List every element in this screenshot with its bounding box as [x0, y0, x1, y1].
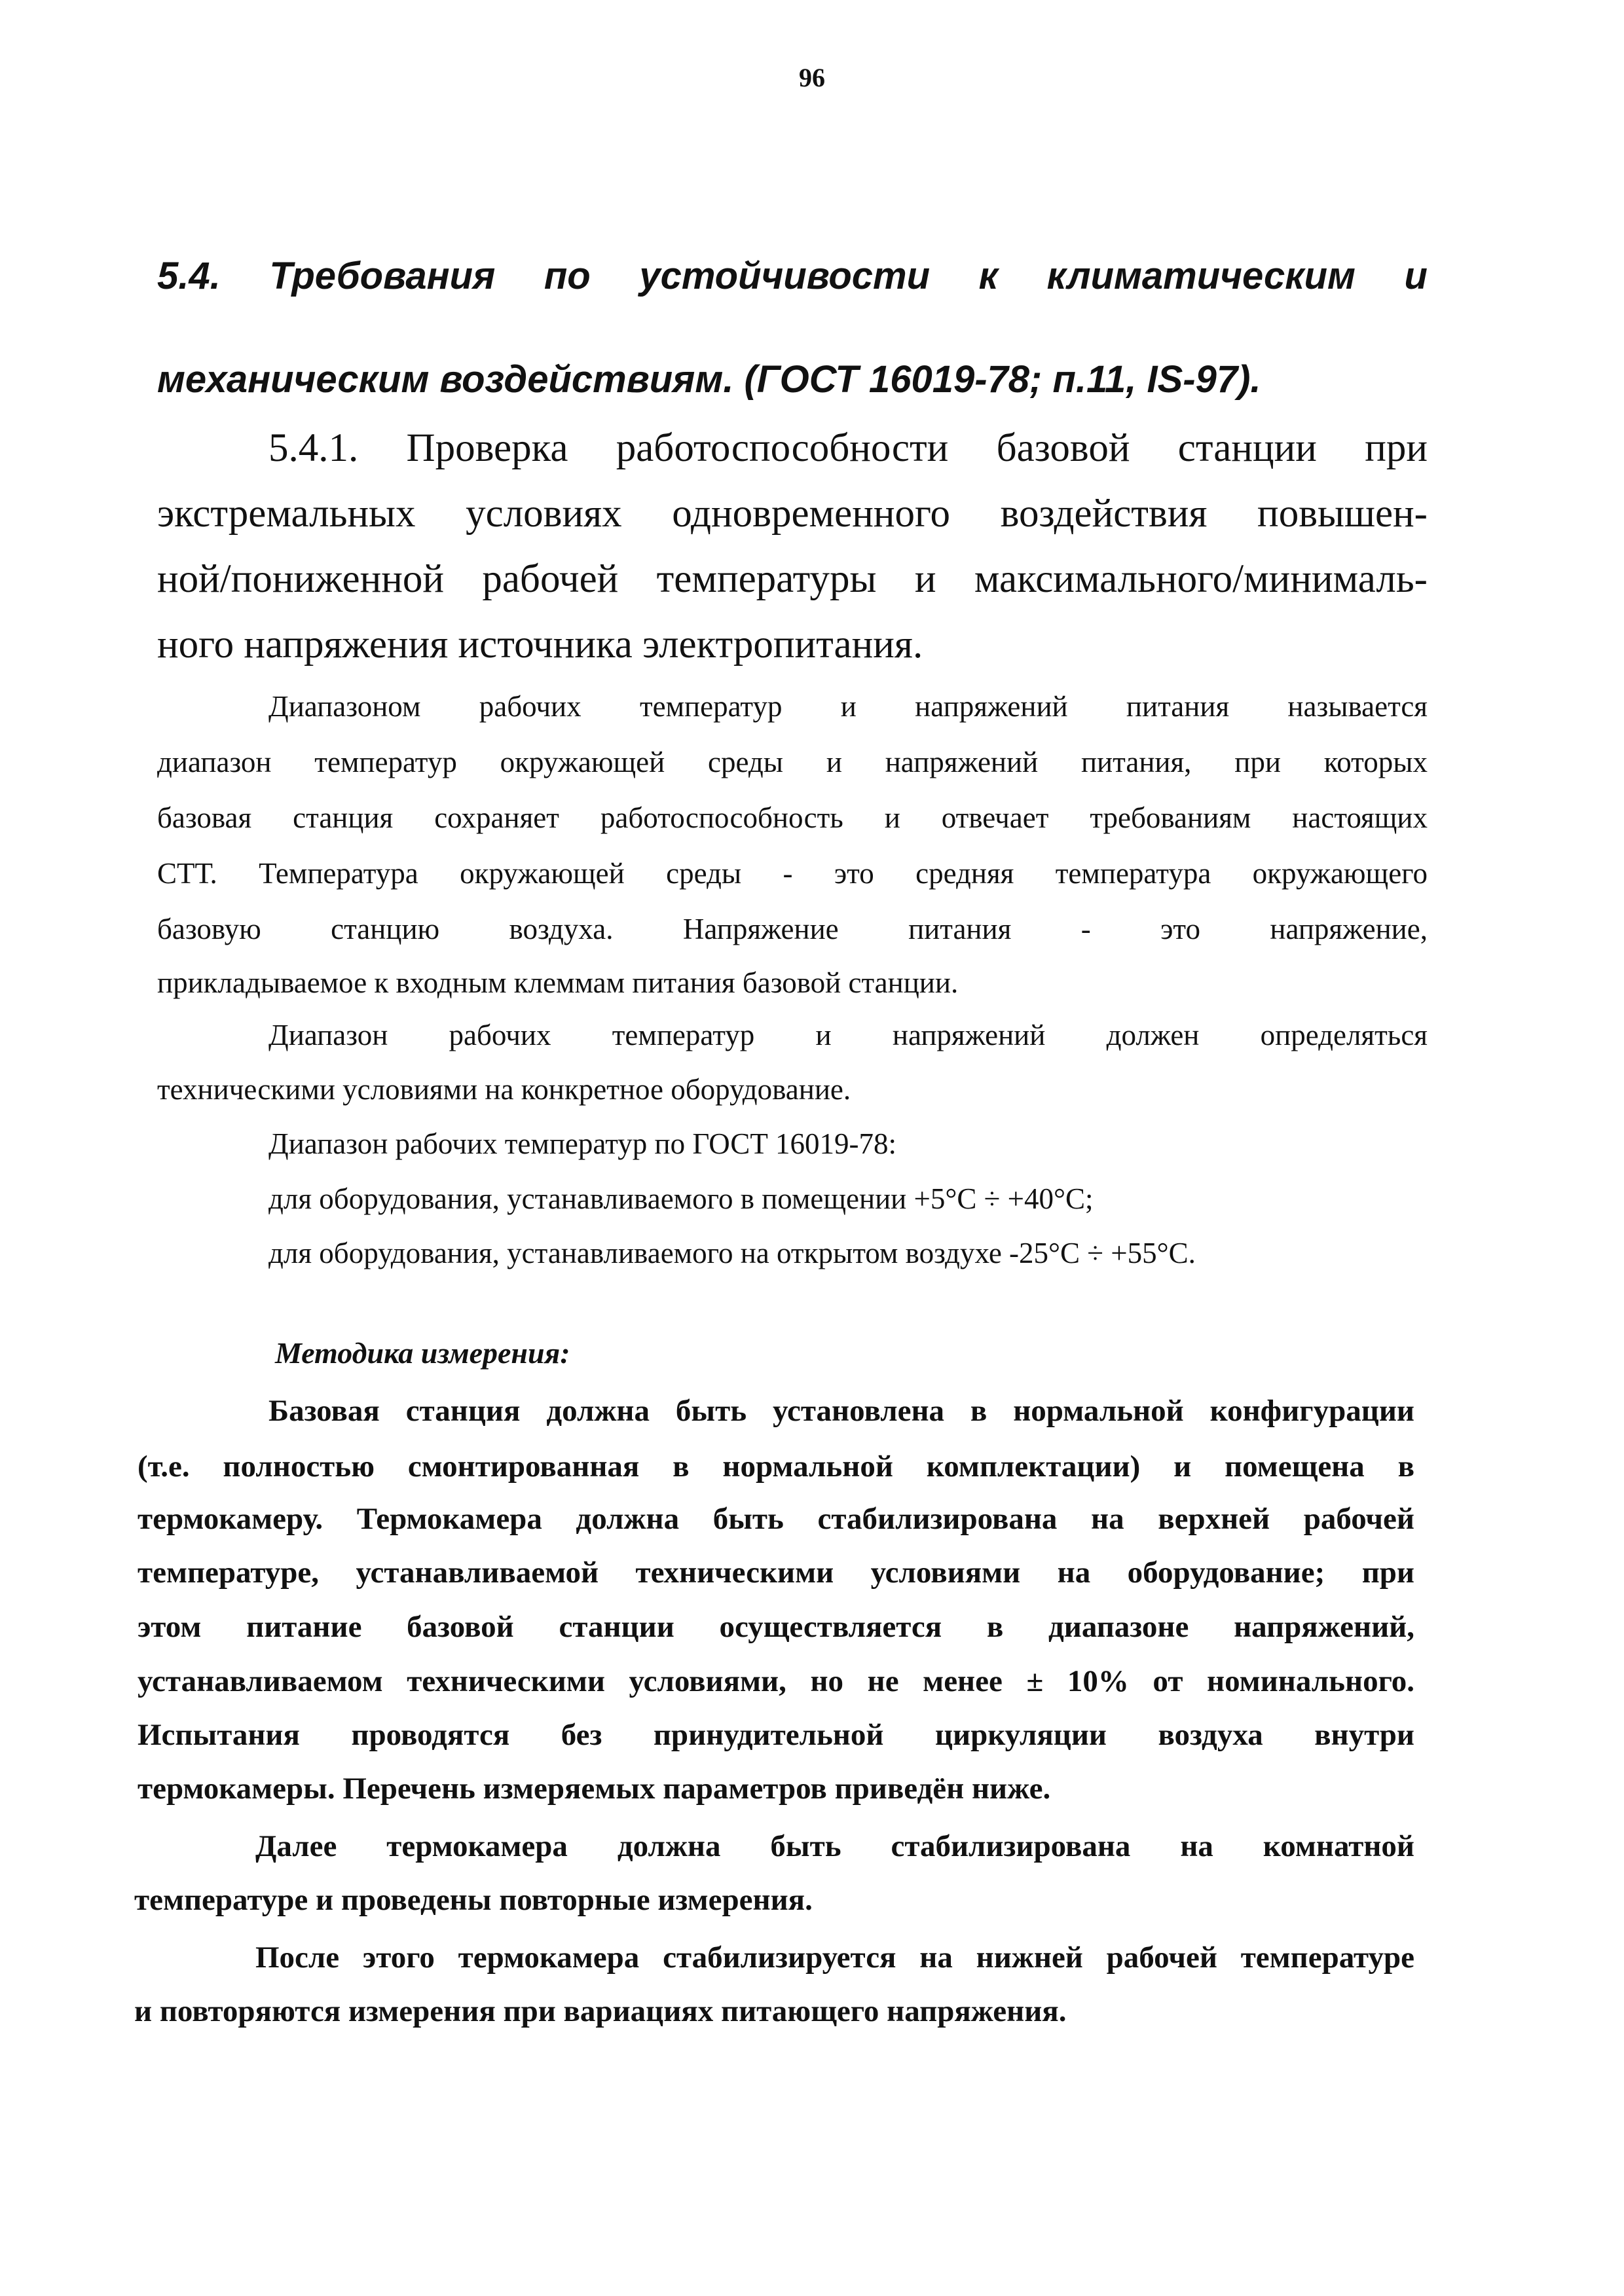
- body-para1-line-1: Диапазоном рабочих температур и напряжений питания называется: [268, 690, 1428, 723]
- range-title: Диапазон рабочих температур по ГОСТ 16019-78:: [268, 1127, 897, 1160]
- subsection-line-1: 5.4.1. Проверка работоспособности базовой станции при: [268, 426, 1428, 470]
- subsection-line-3: ной/пониженной рабочей температуры и максимального/минималь-: [157, 557, 1428, 601]
- range-indoor: для оборудования, устанавливаемого в помещении +5°С ÷ +40°С;: [268, 1182, 1094, 1215]
- method-para3-line-2: и повторяются измерения при вариациях питающего напряжения.: [134, 1994, 1067, 2028]
- body-para1-line-6: прикладываемое к входным клеммам питания базовой станции.: [157, 966, 959, 999]
- method-para3-line-1: После этого термокамера стабилизируется на нижней рабочей температуре: [255, 1941, 1414, 1975]
- method-para1-line-2: (т.е. полностью смонтированная в нормальной комплектации) и помещена в: [138, 1449, 1414, 1484]
- body-para1-line-5: базовую станцию воздуха. Напряжение питания - это напряжение,: [157, 913, 1428, 945]
- method-para1-line-8: термокамеры. Перечень измеряемых параметров приведён ниже.: [138, 1772, 1051, 1806]
- subsection-line-4: ного напряжения источника электропитания.: [157, 623, 923, 666]
- range-outdoor: для оборудования, устанавливаемого на открытом воздухе -25°С ÷ +55°С.: [268, 1237, 1196, 1269]
- section-heading-line-2: механическим воздействиям. (ГОСТ 16019-78; п.11, IS-97).: [157, 358, 1261, 401]
- method-para1-line-6: устанавливаемом техническими условиями, но не менее ± 10% от номинального.: [138, 1664, 1414, 1698]
- body-para2-line-2: техническими условиями на конкретное оборудование.: [157, 1073, 851, 1106]
- subsection-line-2: экстремальных условиях одновременного воздействия повышен-: [157, 492, 1428, 536]
- method-para1-line-3: термокамеру. Термокамера должна быть стабилизирована на верхней рабочей: [138, 1502, 1414, 1536]
- body-para1-line-4: СТТ. Температура окружающей среды - это средняя температура окружающего: [157, 857, 1428, 890]
- section-heading-line-1: 5.4. Требования по устойчивости к климатическим и: [157, 255, 1428, 297]
- method-para2-line-1: Далее термокамера должна быть стабилизирована на комнатной: [255, 1829, 1414, 1863]
- body-para1-line-3: базовая станция сохраняет работоспособность и отвечает требованиям настоящих: [157, 801, 1428, 834]
- method-title: Методика измерения:: [275, 1336, 570, 1370]
- method-para1-line-7: Испытания проводятся без принудительной циркуляции воздуха внутри: [138, 1718, 1414, 1752]
- method-para1-line-5: этом питание базовой станции осуществляется в диапазоне напряжений,: [138, 1610, 1414, 1644]
- method-para2-line-2: температуре и проведены повторные измерения.: [134, 1883, 813, 1917]
- body-para1-line-2: диапазон температур окружающей среды и напряжений питания, при которых: [157, 746, 1428, 778]
- method-para1-line-4: температуре, устанавливаемой техническими условиями на оборудование; при: [138, 1556, 1414, 1590]
- method-para1-line-1: Базовая станция должна быть установлена в нормальной конфигурации: [268, 1394, 1414, 1428]
- page-number: 96: [799, 63, 825, 92]
- body-para2-line-1: Диапазон рабочих температур и напряжений должен определяться: [268, 1019, 1428, 1051]
